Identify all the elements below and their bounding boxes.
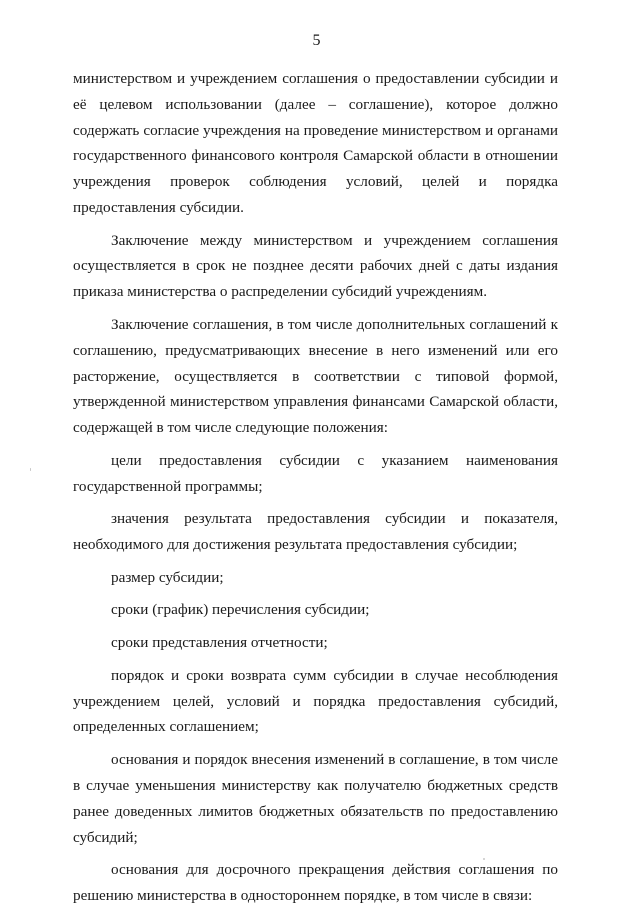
list-item-subsidy-amount: размер субсидии; bbox=[111, 568, 224, 586]
paragraph-agreement-form: Заключение соглашения, в том числе дополнительных соглашений к соглашению, предусматривающих внесение в него изменений или его расторжение, осуществляется в соответствии с типовой формой, утвержденной министерством управления финансами Самарской области, содержащей в том числе следующие положения: bbox=[73, 315, 558, 437]
list-item-amendment-grounds: основания и порядок внесения изменений в соглашение, в том числе в случае уменьшения министерству как получателю бюджетных средств ранее доведенных лимитов бюджетных обязательств по предоставлению субсидий; bbox=[73, 751, 558, 846]
list-item-transfer-schedule: сроки (график) перечисления субсидии; bbox=[111, 601, 370, 619]
scan-speck bbox=[30, 468, 31, 471]
list-item-termination-grounds: основания для досрочного прекращения действия соглашения по решению министерства в одностороннем порядке, в том числе в связи: bbox=[73, 861, 558, 905]
list-item-goals: цели предоставления субсидии с указанием наименования государственной программы; bbox=[73, 451, 558, 495]
list-item-reporting-terms: сроки представления отчетности; bbox=[111, 634, 328, 652]
paragraph-continued: министерством и учреждением соглашения о предоставлении субсидии и её целевом использовании (далее – соглашение), которое должно содержать согласие учреждения на проведение министерством и органами государственного финансового контроля Самарской области в отношении учреждения проверок соблюдения условий, целей и порядка предоставления субсидии. bbox=[73, 70, 558, 216]
page-number: 5 bbox=[312, 32, 321, 49]
scan-speck bbox=[483, 858, 485, 860]
list-item-result-values: значения результата предоставления субсидии и показателя, необходимого для достижения результата предоставления субсидии; bbox=[73, 510, 558, 554]
paragraph-agreement-deadline: Заключение между министерством и учреждением соглашения осуществляется в срок не позднее десяти рабочих дней с даты издания приказа министерства о распределении субсидий учреждениям. bbox=[73, 231, 558, 301]
list-item-refund-procedure: порядок и сроки возврата сумм субсидии в случае несоблюдения учреждением целей, условий и порядка предоставления субсидий, определенных соглашением; bbox=[73, 666, 558, 736]
document-body bbox=[73, 66, 558, 916]
